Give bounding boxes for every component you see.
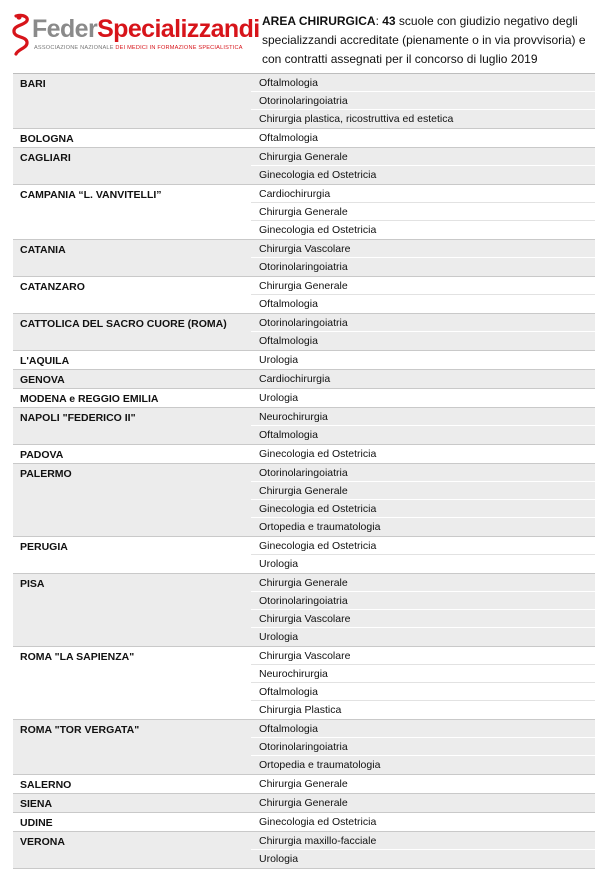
specialty-list [251, 408, 595, 444]
specialty-item: Ginecologia ed Ostetricia [259, 816, 377, 828]
table-row [13, 720, 595, 775]
specialty-item: Chirurgia Generale [251, 148, 595, 166]
specialty-item: Urologia [259, 631, 299, 643]
logo-tagline-grey: ASSOCIAZIONE NAZIONALE [34, 45, 114, 51]
university-name: CATANIA [20, 244, 66, 256]
specialty-item: Chirurgia Plastica [259, 704, 342, 716]
table-row [13, 185, 595, 240]
specialty-item: Chirurgia Generale [259, 778, 348, 790]
logo-tagline-red: DEI MEDICI IN FORMAZIONE SPECIALISTICA [115, 45, 243, 51]
specialty-item: Ginecologia ed Ostetricia [259, 448, 377, 460]
specialty-item: Cardiochirurgia [259, 373, 331, 385]
specialty-list [251, 464, 595, 536]
university-name: CAMPANIA “L. VANVITELLI” [20, 189, 162, 201]
specialty-list [251, 148, 595, 184]
university-name: SIENA [20, 798, 53, 810]
table-row [13, 408, 595, 445]
specialty-item: Oftalmologia [251, 74, 595, 92]
specialty-list [251, 277, 595, 313]
specialty-list [251, 370, 595, 388]
university-name: UDINE [20, 817, 53, 829]
table-row [13, 129, 595, 148]
specialty-item: Otorinolaringoiatria [259, 261, 348, 273]
specialty-item: Ginecologia ed Ostetricia [259, 169, 377, 181]
schools-count: 43 [382, 14, 396, 28]
specialty-item: Urologia [259, 392, 299, 404]
specialty-list [251, 794, 595, 812]
table-row [13, 445, 595, 464]
federspecializzandi-logo [10, 12, 260, 58]
university-name: PADOVA [20, 449, 64, 461]
logo-wordmark [32, 14, 260, 44]
specialty-item: Oftalmologia [251, 720, 595, 738]
table-row [13, 794, 595, 813]
header-description-text: scuole con giudizio negativo degli specializzandi accreditate (pienamente o in via provvisoria) e con contratti assegnati per il concorso di luglio 2019 [262, 14, 586, 66]
specialty-item: Chirurgia Vascolare [251, 610, 595, 628]
specialty-item: Chirurgia Generale [251, 277, 595, 295]
specialty-list [251, 129, 595, 147]
specialty-item: Urologia [259, 354, 299, 366]
specialty-item: Urologia [259, 853, 299, 865]
specialty-item: Neurochirurgia [251, 408, 595, 426]
university-name: VERONA [20, 836, 65, 848]
specialty-item: Otorinolaringoiatria [251, 314, 595, 332]
table-row [13, 537, 595, 574]
specialty-item: Ginecologia ed Ostetricia [251, 500, 595, 518]
specialty-item: Otorinolaringoiatria [251, 464, 595, 482]
specialty-list [251, 351, 595, 369]
specialty-list [251, 832, 595, 868]
specialty-list [251, 314, 595, 350]
university-name: ROMA "LA SAPIENZA" [20, 651, 135, 663]
specialty-list [251, 537, 595, 573]
page-header [0, 0, 604, 72]
title-colon: : [375, 14, 383, 28]
table-row [13, 647, 595, 720]
table-row [13, 574, 595, 647]
specialty-list [251, 240, 595, 276]
header-description [262, 12, 596, 69]
table-row [13, 464, 595, 537]
table-row [13, 240, 595, 277]
specialty-item: Otorinolaringoiatria [251, 92, 595, 110]
university-name: NAPOLI "FEDERICO II" [20, 412, 136, 424]
table-row [13, 74, 595, 129]
specialty-list [251, 813, 595, 831]
university-name: ROMA "TOR VERGATA" [20, 724, 140, 736]
schools-table [13, 73, 595, 869]
university-name: CATANZARO [20, 281, 85, 293]
university-name: PISA [20, 578, 45, 590]
specialty-item: Chirurgia plastica, ricostruttiva ed estetica [259, 113, 454, 125]
specialty-list [251, 647, 595, 719]
area-title: AREA CHIRURGICA [262, 14, 376, 28]
university-name: PERUGIA [20, 541, 68, 553]
specialty-list [251, 389, 595, 407]
specialty-item: Oftalmologia [259, 132, 318, 144]
specialty-list [251, 775, 595, 793]
logo-tagline [34, 45, 243, 51]
specialty-item: Cardiochirurgia [251, 185, 595, 203]
specialty-item: Ginecologia ed Ostetricia [251, 537, 595, 555]
logo-word-specializzandi: Specializzandi [97, 15, 260, 43]
specialty-item: Oftalmologia [259, 298, 318, 310]
specialty-item: Chirurgia Generale [251, 482, 595, 500]
university-name: L'AQUILA [20, 355, 70, 367]
table-row [13, 370, 595, 389]
university-name: MODENA e REGGIO EMILIA [20, 393, 159, 405]
specialty-list [251, 720, 595, 774]
specialty-item: Chirurgia Vascolare [251, 240, 595, 258]
university-name: CATTOLICA DEL SACRO CUORE (ROMA) [20, 318, 227, 330]
table-row [13, 775, 595, 794]
specialty-item: Ortopedia e traumatologia [259, 521, 381, 533]
specialty-item: Ortopedia e traumatologia [259, 759, 381, 771]
specialty-item: Chirurgia Vascolare [251, 647, 595, 665]
university-name: GENOVA [20, 374, 65, 386]
specialty-list [251, 445, 595, 463]
table-row [13, 277, 595, 314]
university-name: PALERMO [20, 468, 72, 480]
specialty-item: Otorinolaringoiatria [251, 592, 595, 610]
university-name: SALERNO [20, 779, 72, 791]
specialty-list [251, 574, 595, 646]
specialty-item: Chirurgia maxillo-facciale [251, 832, 595, 850]
specialty-item: Urologia [259, 558, 299, 570]
specialty-item: Oftalmologia [259, 335, 318, 347]
table-row [13, 148, 595, 185]
university-name: CAGLIARI [20, 152, 71, 164]
specialty-item: Chirurgia Generale [251, 574, 595, 592]
table-row [13, 813, 595, 832]
specialty-list [251, 185, 595, 239]
specialty-item: Oftalmologia [259, 429, 318, 441]
university-name: BOLOGNA [20, 133, 74, 145]
logo-word-feder: Feder [32, 15, 98, 43]
specialty-item: Oftalmologia [251, 683, 595, 701]
specialty-item: Chirurgia Generale [251, 203, 595, 221]
specialty-item: Ginecologia ed Ostetricia [259, 224, 377, 236]
table-row [13, 832, 595, 869]
table-row [13, 314, 595, 351]
university-name: BARI [20, 78, 46, 90]
specialty-item: Otorinolaringoiatria [251, 738, 595, 756]
specialty-list [251, 74, 595, 128]
specialty-item: Neurochirurgia [251, 665, 595, 683]
table-row [13, 351, 595, 370]
table-row [13, 389, 595, 408]
specialty-item: Chirurgia Generale [259, 797, 348, 809]
